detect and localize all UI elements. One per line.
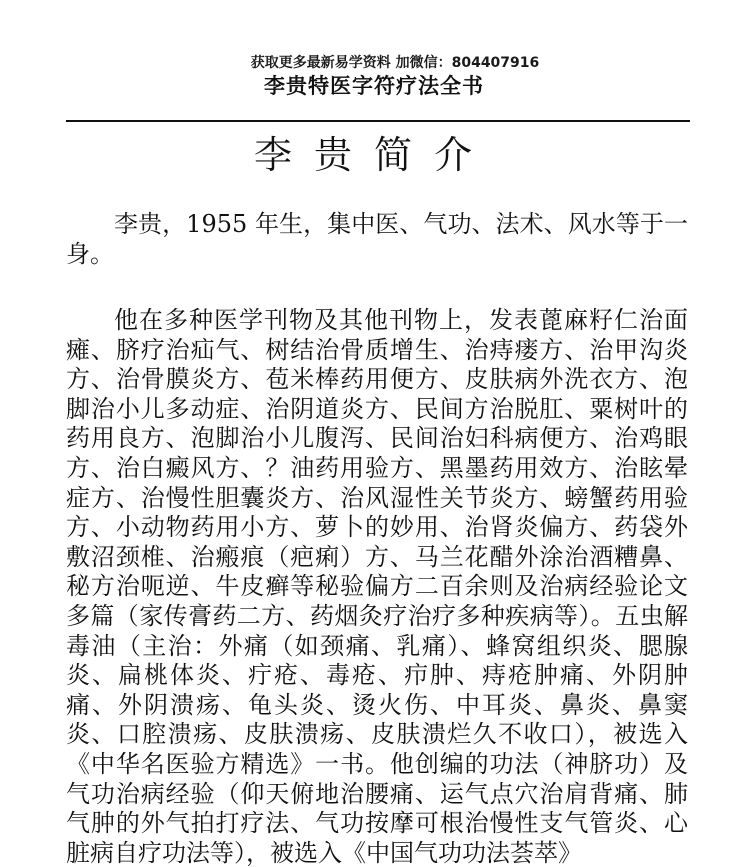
chapter-title: 李贵简介	[253, 133, 494, 177]
header-rule	[66, 120, 690, 122]
paragraph-intro: 李贵，1955 年生，集中医、气功、法术、风水等于一身。	[66, 210, 688, 268]
paragraph-publications: 他在多种医学刊物及其他刊物上，发表蓖麻籽仁治面瘫、脐疗治疝气、树结治骨质增生、治痔瘘方、治甲沟炎方、治骨膜炎方、苞米棒药用便方、皮肤病外洗衣方、泡脚治小儿多动症、治阴道炎方、民间方治脱肛、粟树叶的药用良方、泡脚治小儿腹泻、民间治妇科病便方、治鸡眼方、治白癜风方、？油药用验方、黑墨药用效方、治眩晕症方、治慢性胆囊炎方、治风湿性关节炎方、螃蟹药用验方、小动物药用小方、萝卜的妙用、治肾炎偏方、药袋外敷沼颈椎、治瘢痕（疤痢）方、马兰花醋外涂治酒糟鼻、秘方治呃逆、牛皮癣等秘验偏方二百余则及治病经验论文多篇（家传膏药二方、药烟灸疗治疗多种疾病等）。五虫解毒油（主治：外痛（如颈痛、乳痛）、蜂窝组织炎、腮腺炎、扁桃体炎、疔疮、毒疮、疖肿、痔疮肿痛、外阴肿痛、外阴溃疡、龟头炎、烫火伤、中耳炎、鼻炎、鼻窦炎、口腔溃疡、皮肤溃疡、皮肤溃烂久不收口），被选入《中华名医验方精选》一书。他创编的功法（神脐功）及气功治病经验（仰天俯地治腰痛、运气点穴治肩背痛、肺气肿的外气拍打疗法、气功按摩可根治慢性支气管炎、心脏病自疗功法等），被选入《中国气功功法荟萃》	[66, 306, 688, 867]
watermark-text: 获取更多最新易学资料 加微信：804407916	[250, 55, 540, 71]
book-title: 李贵特医字符疗法全书	[264, 73, 484, 98]
